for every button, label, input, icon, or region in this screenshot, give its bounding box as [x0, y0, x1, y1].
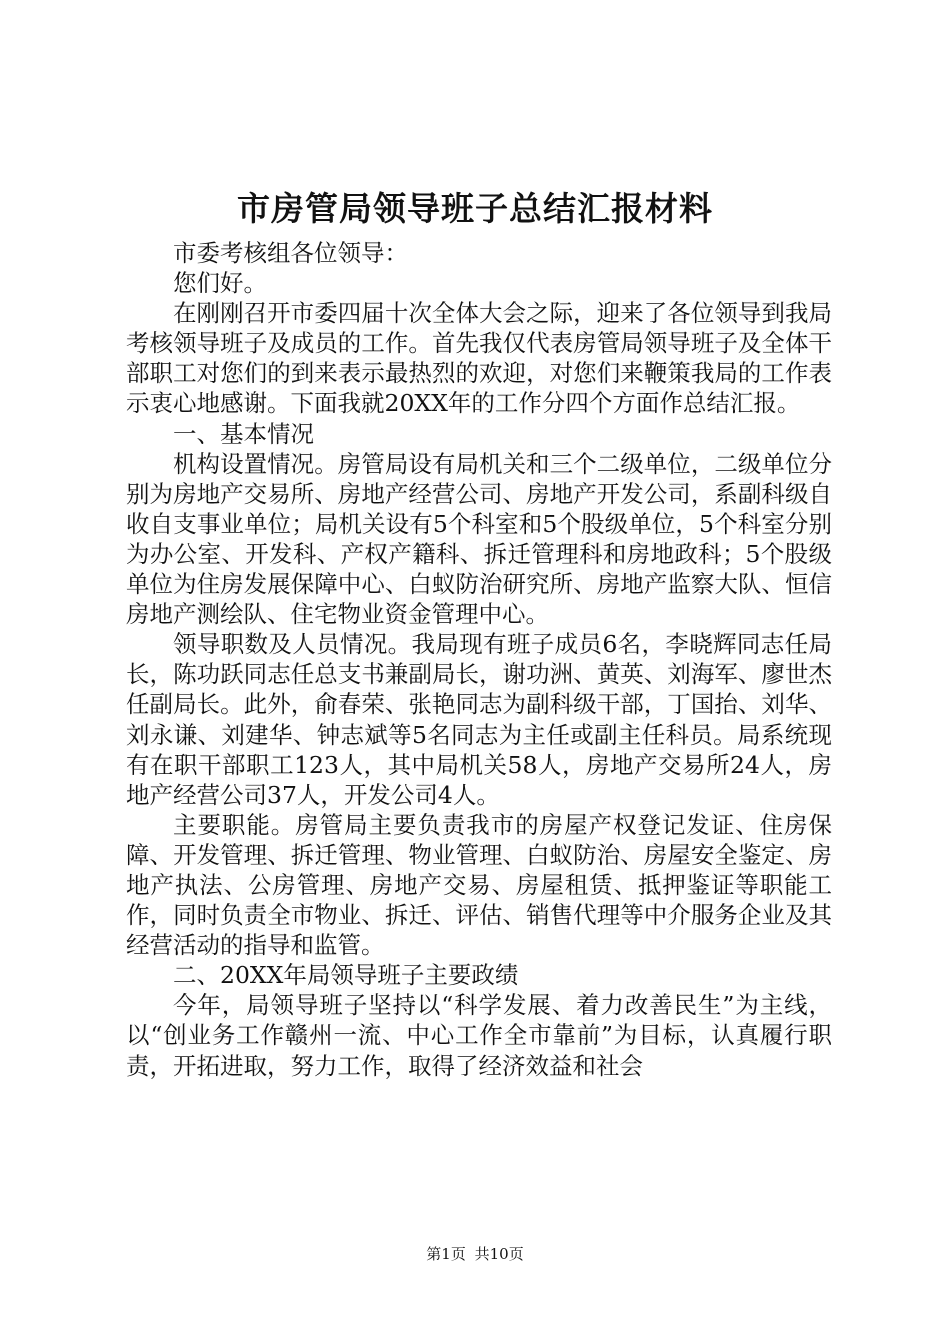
salutation: 市委考核组各位领导： — [173, 239, 408, 267]
paragraph-organization: 机构设置情况。房管局设有局机关和三个二级单位，二级单位分别为房地产交易所、房地产经营公司、房地产开发公司，系副科级自收自支事业单位；局机关设有5个科室和5个股级单位，5个科室分别为办公室、开发科、产权产籍科、拆迁管理科和房地政科；5个股级单位为住房发展保障中心、白蚁防治研究所、房地产监察大队、恒信房地产测绘队、住宅物业资金管理中心。 — [126, 449, 832, 629]
section-heading-basic-situation: 一、基本情况 — [173, 419, 314, 448]
paragraph-this-year: 今年，局领导班子坚持以“科学发展、着力改善民生”为主线，以“创业务工作赣州一流、中心工作全市靠前”为目标，认真履行职责，开拓进取，努力工作，取得了经济效益和社会 — [126, 991, 832, 1080]
paragraph-leadership-staff: 领导职数及人员情况。我局现有班子成员6名，李晓辉同志任局长，陈功跃同志任总支书兼副局长，谢功洲、黄英、刘海军、廖世杰任副局长。此外，俞春荣、张艳同志为副科级干部，丁国抬、刘华、刘永谦、刘建华、钟志斌等5名同志为主任或副主任科员。局系统现有在职干部职工123人，其中局机关58人，房地产交易所24人，房地产经营公司37人，开发公司4人。 — [126, 630, 832, 809]
document-title: 市房管局领导班子总结汇报材料 — [237, 189, 713, 228]
greeting: 您们好。 — [173, 269, 267, 298]
page-number-footer: 第1页 共10页 — [426, 1245, 524, 1263]
intro-paragraph: 在刚刚召开市委四届十次全体大会之际，迎来了各位领导到我局考核领导班子及成员的工作。首先我仅代表房管局领导班子及全体干部职工对您们的到来表示最热烈的欢迎，对您们来鞭策我局的工作表示衷心地感谢。下面我就20XX年的工作分四个方面作总结汇报。 — [126, 299, 832, 418]
section-heading-achievements: 二、20XX年局领导班子主要政绩 — [173, 961, 519, 990]
document-body — [126, 238, 832, 1081]
paragraph-main-functions: 主要职能。房管局主要负责我市的房屋产权登记发证、住房保障、开发管理、拆迁管理、物业管理、白蚁防治、房屋安全鉴定、房地产执法、公房管理、房地产交易、房屋租赁、抵押鉴证等职能工作，同时负责全市物业、拆迁、评估、销售代理等中介服务企业及其经营活动的指导和监管。 — [126, 810, 832, 960]
